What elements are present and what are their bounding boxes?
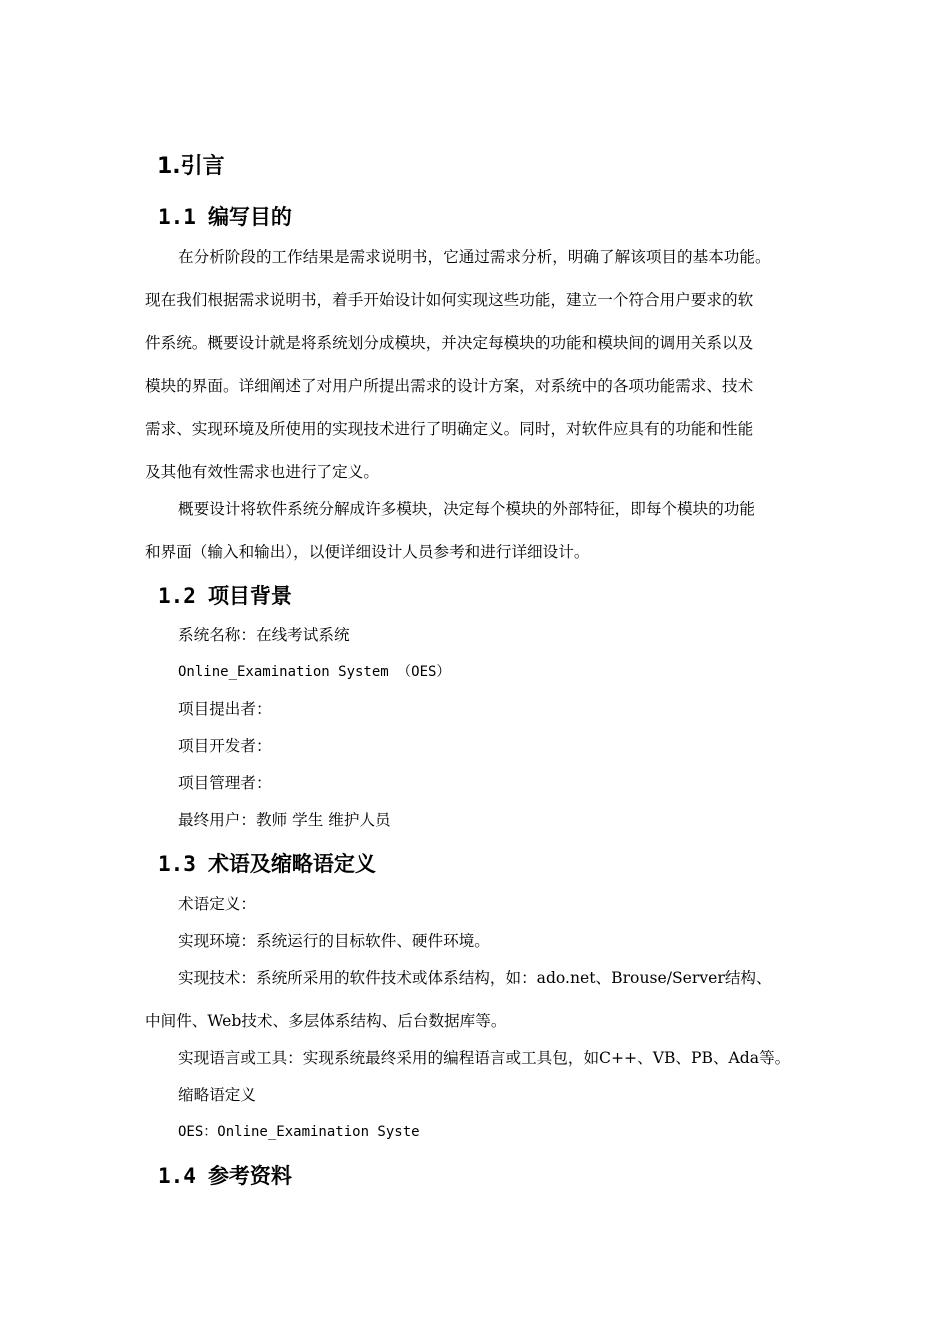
- section-number: 1.3: [158, 852, 196, 876]
- section-heading-1-3: [158, 849, 376, 879]
- end-user-line: 最终用户：教师 学生 维护人员: [178, 811, 391, 829]
- term-environment: 实现环境：系统运行的目标软件、硬件环境。: [178, 932, 490, 950]
- system-name-line: 系统名称：在线考试系统: [178, 626, 350, 644]
- project-proposer-line: 项目提出者：: [178, 700, 272, 718]
- system-english-name-line: Online_Examination System （OES）: [178, 664, 451, 680]
- section-title: 参考资料: [207, 1164, 292, 1188]
- paragraph-line: 件系统。概要设计就是将系统划分成模块，并决定每模块的功能和模块间的调用关系以及: [145, 334, 754, 352]
- section-title: 项目背景: [207, 584, 292, 608]
- paragraph-line: 概要设计将软件系统分解成许多模块，决定每个模块的外部特征，即每个模块的功能: [178, 500, 755, 518]
- term-technology-cont: 中间件、Web技术、多层体系结构、后台数据库等。: [145, 1012, 507, 1030]
- paragraph-line: 和界面（输入和输出），以便详细设计人员参考和进行详细设计。: [145, 543, 590, 561]
- section-title: 术语及缩略语定义: [207, 852, 376, 876]
- section-number: 1.2: [158, 584, 196, 608]
- paragraph-line: 需求、实现环境及所使用的实现技术进行了明确定义。同时，对软件应具有的功能和性能: [145, 420, 754, 438]
- term-language: 实现语言或工具：实现系统最终采用的编程语言或工具包，如C++、VB、PB、Ada等。: [178, 1049, 791, 1067]
- section-title: 编写目的: [207, 205, 292, 229]
- paragraph-line: 现在我们根据需求说明书，着手开始设计如何实现这些功能，建立一个符合用户要求的软: [145, 291, 754, 309]
- abbreviations-label: 缩略语定义: [178, 1086, 256, 1104]
- abbreviation-oes: OES：Online_Examination Syste: [178, 1124, 420, 1140]
- section-heading-1-1: [158, 202, 292, 232]
- paragraph-line: 及其他有效性需求也进行了定义。: [145, 463, 379, 481]
- term-technology: 实现技术：系统所采用的软件技术或体系结构，如：ado.net、Brouse/Server结构、: [178, 969, 772, 987]
- section-number: 1.1: [158, 205, 196, 229]
- section-heading-1-2: [158, 581, 292, 611]
- project-manager-line: 项目管理者：: [178, 774, 272, 792]
- section-number: 1.4: [158, 1164, 196, 1188]
- paragraph-line: 模块的界面。详细阐述了对用户所提出需求的设计方案，对系统中的各项功能需求、技术: [145, 377, 754, 395]
- paragraph-line: 在分析阶段的工作结果是需求说明书，它通过需求分析，明确了解该项目的基本功能。: [178, 248, 771, 266]
- project-developer-line: 项目开发者：: [178, 737, 272, 755]
- chapter-heading: 1.引言: [157, 154, 225, 179]
- section-heading-1-4: [158, 1161, 292, 1191]
- terms-label: 术语定义：: [178, 895, 256, 913]
